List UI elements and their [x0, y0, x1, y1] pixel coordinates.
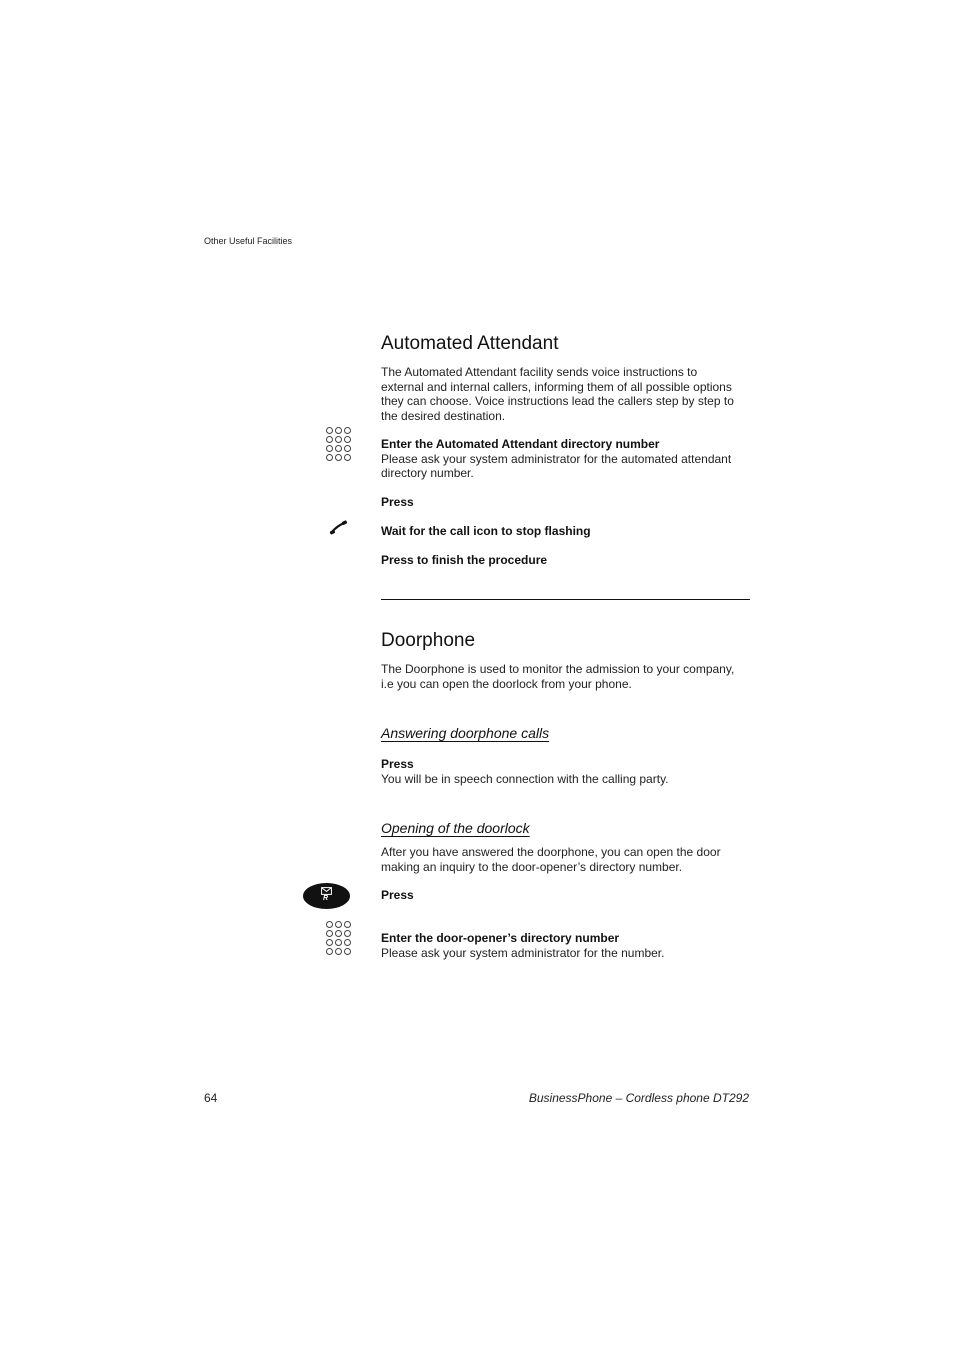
keypad-icon [326, 921, 351, 955]
intro-line: The Automated Attendant facility sends voice instructions to [381, 365, 698, 379]
r-key-label: R [323, 895, 329, 902]
step-title: Enter the door-opener’s directory number [381, 931, 620, 945]
intro-line: the desired destination. [381, 408, 506, 423]
opening-heading: Opening of the doorlock [381, 820, 530, 836]
intro-line: The Doorphone is used to monitor the admission to your company, [381, 662, 735, 676]
intro-line: external and internal callers, informing them of all possible options [381, 379, 732, 394]
step-text: Please ask your system administrator for the number. [381, 945, 665, 960]
answering-step [381, 757, 751, 786]
step-enter-directory-number [381, 437, 751, 481]
step-text: You will be in speech connection with the calling party. [381, 771, 669, 786]
automated-attendant-title: Automated Attendant [381, 333, 559, 354]
page-number: 64 [204, 1091, 218, 1105]
step-press: Press [381, 495, 414, 509]
doorphone-title: Doorphone [381, 630, 476, 651]
envelope-icon [321, 887, 332, 895]
handset-icon [329, 520, 349, 536]
opening-text-line: making an inquiry to the door-opener’s directory number. [381, 859, 683, 874]
step-press-finish: Press to finish the procedure [381, 553, 548, 567]
step-text-line: directory number. [381, 466, 474, 480]
keypad-icon [326, 427, 351, 461]
step-text-line: Please ask your system administrator for the automated attendant [381, 451, 732, 466]
opening-text [381, 845, 751, 874]
section-divider [381, 599, 750, 600]
doorphone-intro [381, 662, 751, 691]
intro-line: they can choose. Voice instructions lead the callers step by step to [381, 394, 734, 408]
answering-heading: Answering doorphone calls [381, 725, 550, 741]
opening-press: Press [381, 888, 414, 902]
step-enter-door-opener-number [381, 931, 751, 960]
intro-line: i.e you can open the doorlock from your phone. [381, 676, 632, 691]
inquiry-r-key-icon [303, 883, 350, 909]
section-header: Other Useful Facilities [204, 236, 293, 246]
product-name: BusinessPhone – Cordless phone DT292 [528, 1091, 749, 1105]
automated-attendant-intro [381, 365, 751, 423]
opening-text-line: After you have answered the doorphone, you can open the door [381, 845, 721, 859]
step-title: Press [381, 757, 414, 771]
step-wait-call-icon: Wait for the call icon to stop flashing [381, 524, 591, 538]
step-title: Enter the Automated Attendant directory number [381, 437, 660, 451]
